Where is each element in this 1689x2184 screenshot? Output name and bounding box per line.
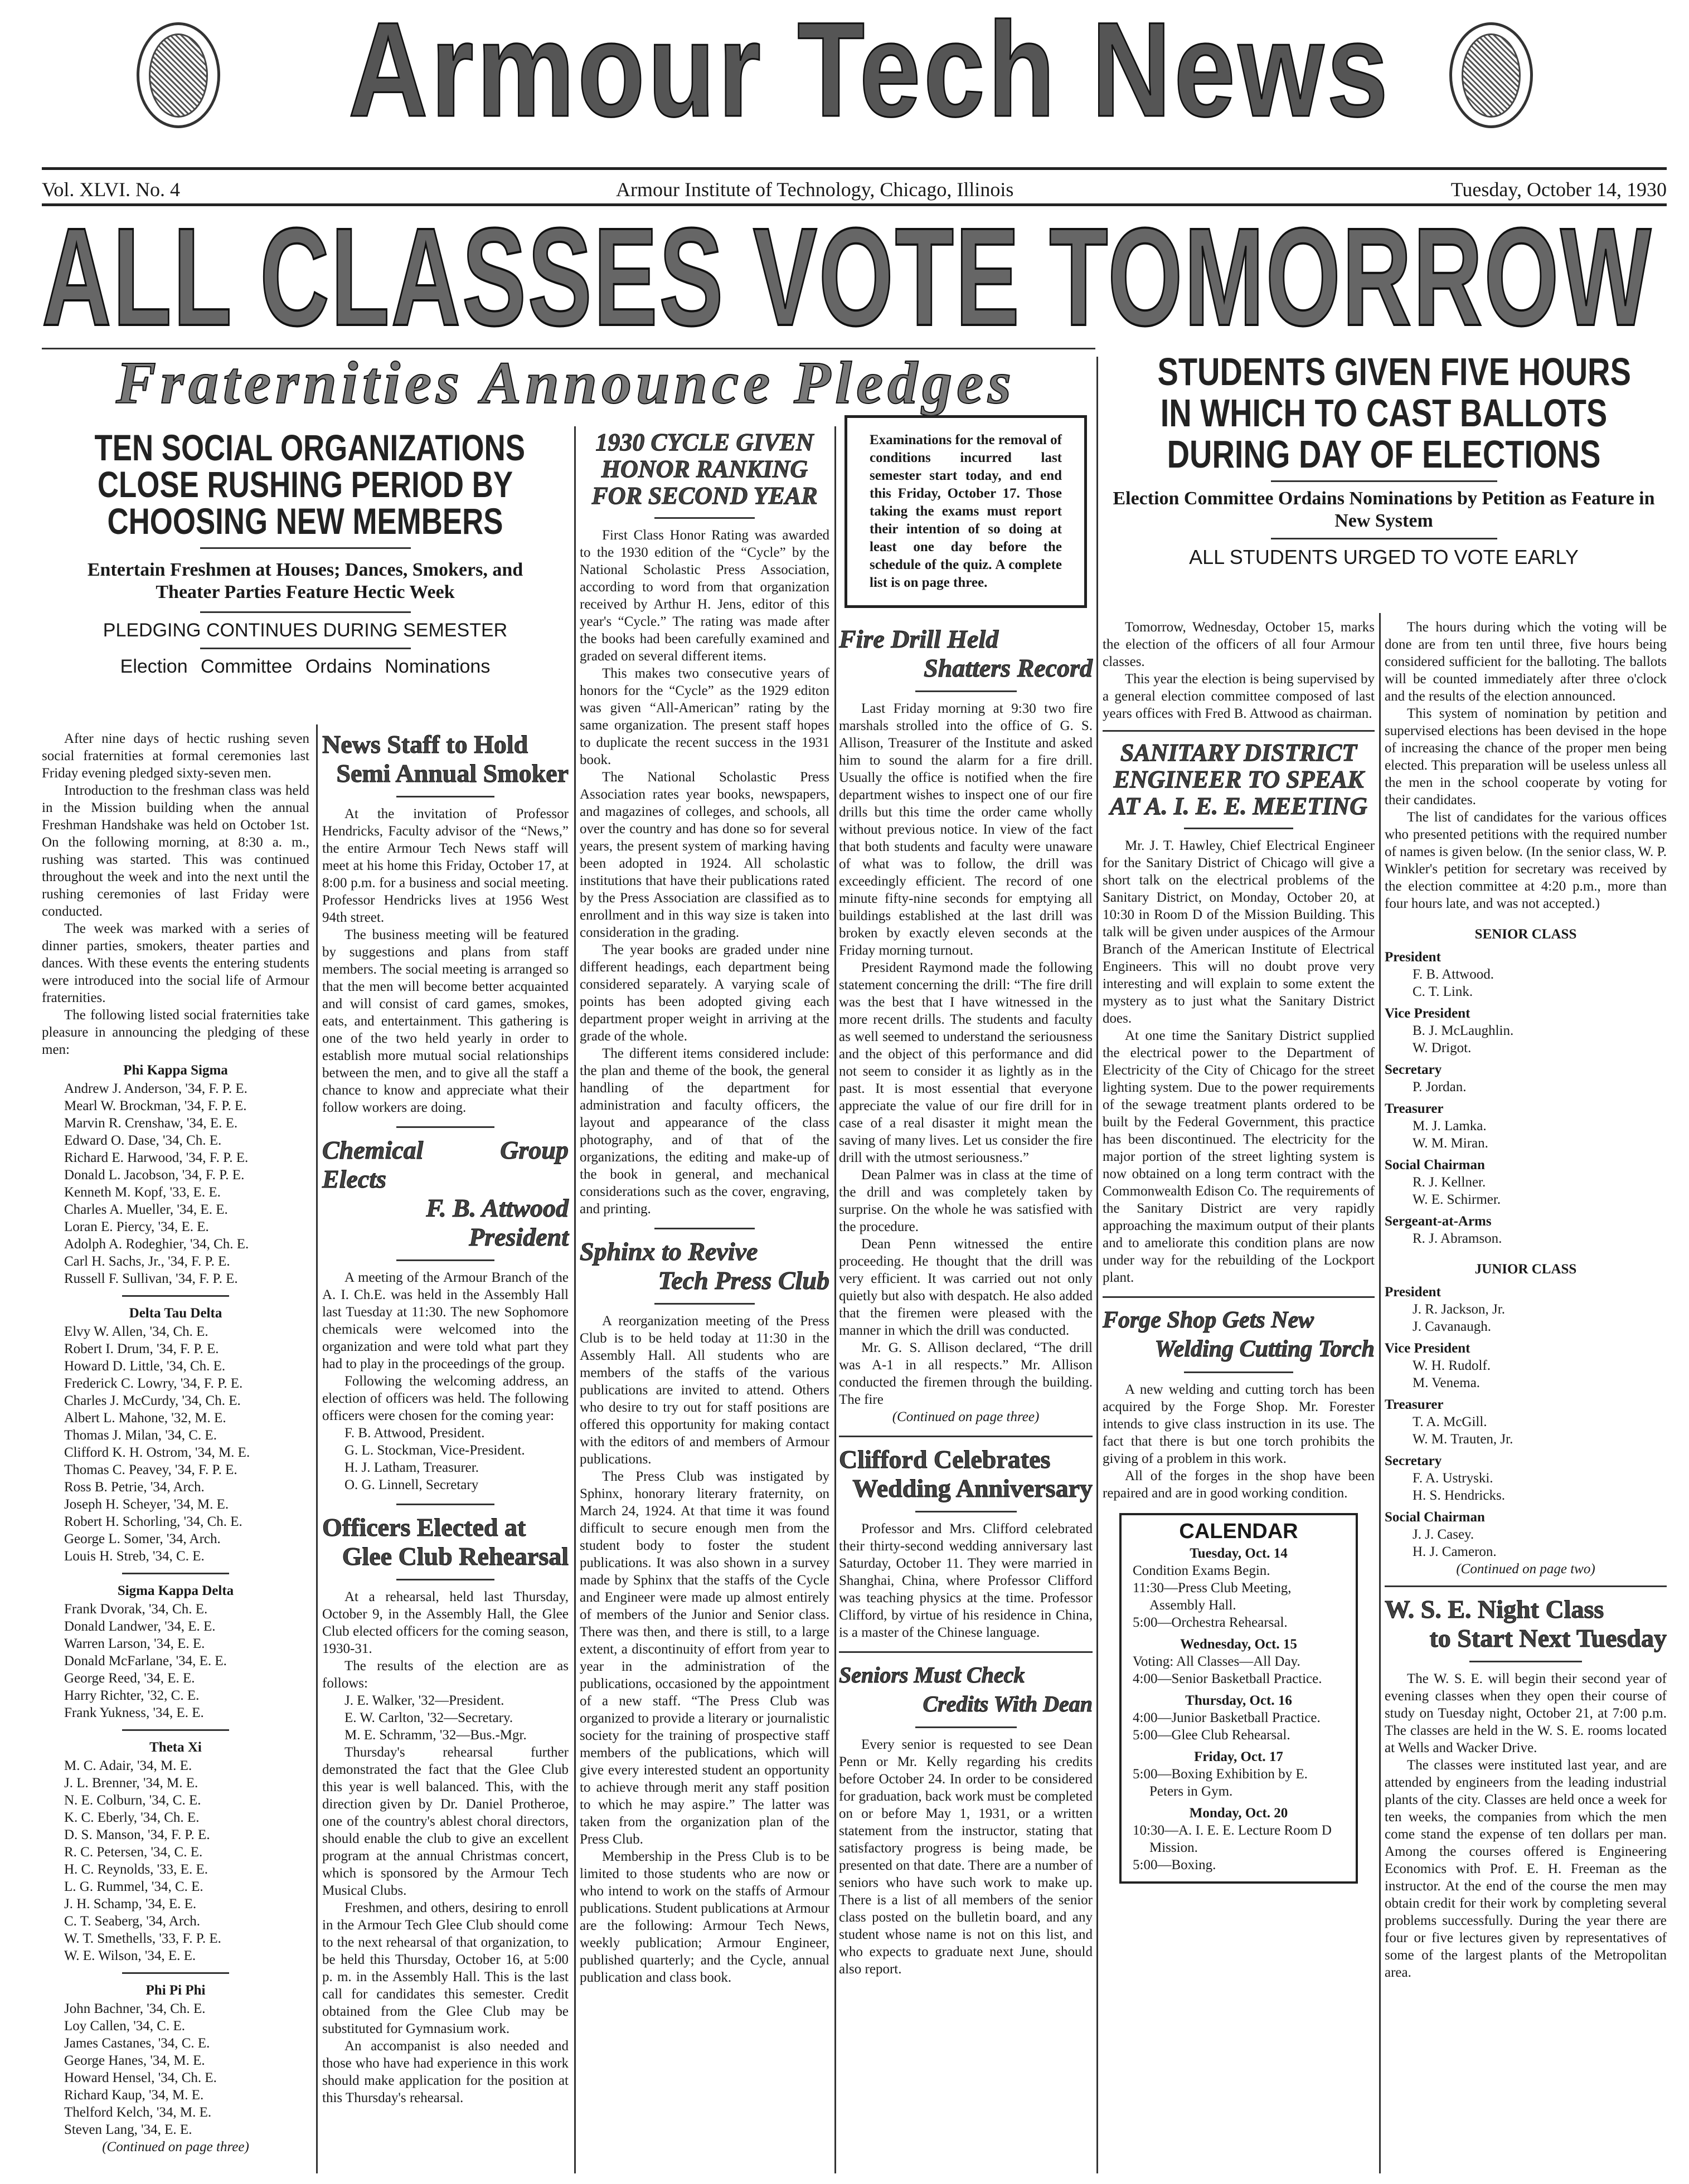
paragraph: Every senior is requested to see Dean Penn or Mr. Kelly regarding his credits before October 24. In order to be considered for graduation, back work must be completed on or before May 1, 1931, or a written statement from the instructor, stating that satisfactory progress is being made, be presented on that date. There are a number of seniors who have such work to make up. There is a list of all members of the senior class posted on the bulletin board, and any student whose name is not on this list, and who expects to graduate next June, should also report. [839,1737,1093,1977]
pledge-entry: Joseph H. Scheyer, '34, M. E. [64,1497,229,1512]
divider [122,1573,229,1574]
office-name: President [1385,1285,1441,1300]
headline-line: F. B. Attwood President [426,1194,569,1251]
column-divider [1379,613,1381,2173]
paragraph: The different items considered include: the plan and theme of the book, the general handling of the department for administration and faculty officers, the layout and appearance of the class photography, and of that of the organizations, the editing and make-up of the book in general, and mechanical considerations such as the cover, engraving, and printing. [580,1046,829,1217]
fraternity-name: Phi Kappa Sigma [123,1063,228,1078]
paragraph: Last Friday morning at 9:30 two fire marshals strolled into the office of G. S. Allison, Treasurer of the Institute and asked him to sound the alarm for a fire drill. Usually the office is notified when the fire department wishes to inspect one of our fire drills but this time the order came wholly without previous notice. In view of the fact that both students and faculty were unaware of what was to follow, the drill was exceedingly efficient. The record of one minute fifty-nine seconds for emptying all buildings established at the last drill was broken by exactly eleven seconds at the Friday morning turnout. [839,701,1093,958]
candidate-name: M. Venema. [1413,1375,1481,1390]
candidate-name: J. Cavanaugh. [1413,1319,1491,1334]
article-headline [322,730,569,788]
office-name: Secretary [1385,1062,1442,1077]
divider [42,167,1667,170]
pledge-entry: Howard D. Little, '34, Ch. E. [64,1359,226,1374]
pledge-entry: Ross B. Petrie, '34, Arch. [64,1480,205,1495]
fraternity-name: Sigma Kappa Delta [117,1583,234,1598]
headline-line: TEN SOCIAL ORGANIZATIONS [94,427,525,468]
candidate-name: W. Drigot. [1413,1040,1472,1055]
pledge-entry: Richard E. Harwood, '34, F. P. E. [64,1150,249,1165]
pledge-entry: George Reed, '34, E. E. [64,1671,195,1686]
paragraph: Following the welcoming address, an election of officers was held. The following officers were chosen for the coming year: [322,1374,569,1423]
pledge-entry: J. H. Schamp, '34, E. E. [64,1896,197,1911]
article-sanitary-district [1103,740,1375,1286]
article-clifford [839,1445,1093,1641]
paragraph: An accompanist is also needed and those who have had experience in this work should make application for the position at this Thursday's rehearsal. [322,2039,569,2105]
column-5 [1103,619,1375,1895]
candidate-name: P. Jordan. [1413,1079,1467,1095]
pledge-entry: Howard Hensel, '34, Ch. E. [64,2070,217,2085]
election-headline [1101,351,1667,475]
pledge-entry: Edward O. Dase, '34, Ch. E. [64,1133,222,1148]
officer-entry: F. B. Attwood, President. [344,1426,485,1441]
headline-line: DURING DAY OF ELECTIONS [1167,432,1601,476]
paragraph: At a rehearsal, held last Thursday, October 9, in the Assembly Hall, the Glee Club elected officers for the coming season, 1930-31. [322,1589,569,1656]
paragraph: The results of the election are as follows: [322,1658,569,1691]
pledges-subhead-2: PLEDGING CONTINUES DURING SEMESTER [103,620,508,641]
pledge-entry: Thelford Kelch, '34, M. E. [64,2105,212,2120]
paragraph: The W. S. E. will begin their second year of evening classes when they open their course of study on Tuesday night, October 21, at 7:00 p.m. The classes are held in the W. S. E. rooms located at Wells and Wacker Drive. [1385,1671,1667,1755]
pledge-entry: Donald L. Jacobson, '34, F. P. E. [64,1168,245,1183]
officer-entry: J. E. Walker, '32—President. [344,1693,504,1708]
calendar-day: Tuesday, Oct. 14 [1190,1546,1288,1561]
office-name: Social Chairman [1385,1157,1485,1173]
headline-line: Glee Club Rehearsal [342,1542,569,1570]
paragraph: This makes two consecutive years of honors for the “Cycle” as the 1929 editon was given “All-American” rating by the same organization. The present staff hopes to duplicate the recent success in the 1931 book. [580,666,829,767]
pledge-entry: Steven Lang, '34, E. E. [64,2122,192,2137]
fraternity-name: Theta Xi [149,1740,202,1755]
calendar-day: Monday, Oct. 20 [1189,1806,1288,1821]
paragraph: This system of nomination by petition and supervised elections has been devised in the hope of increasing the chance of the proper men being elected. This preparation will be useless unless all the men in the school cooperate by voting for their candidates. [1385,706,1667,808]
office-name: Treasurer [1385,1101,1444,1116]
article-seniors [839,1661,1093,1978]
candidate-name: W. H. Rudolf. [1413,1358,1491,1373]
article-headline [322,1136,569,1252]
headline-line: Clifford Celebrates [839,1445,1051,1473]
headline-line: STUDENTS GIVEN FIVE HOURS [1157,350,1631,393]
paragraph: Freshmen, and others, desiring to enroll in the Armour Tech Glee Club should come to the next rehearsal of that organization, to be held this Thursday, October 16, at 5:00 p. m. in the Assembly Hall. This is the last call for candidates this semester. Credit obtained from the Glee Club may be substituted for Gymnasium work. [322,1900,569,2036]
article-glee-club [322,1513,569,2107]
calendar-event: 4:00—Senior Basketball Practice. [1133,1671,1322,1686]
headline-line: 1930 CYCLE GIVEN [595,429,814,456]
candidate-name: H. S. Hendricks. [1413,1488,1505,1503]
headline-line: Officers Elected at [322,1513,526,1541]
headline-line: Tech Press Club [658,1266,829,1295]
headline-line: SANITARY DISTRICT [1120,739,1357,766]
headline-line: Semi Annual Smoker [336,759,569,787]
headline-line: Fire Drill Held [839,625,999,653]
continued-note: (Continued on page three) [892,1409,1040,1424]
headline-line: HONOR RANKING [601,455,808,483]
pledge-entry: Thomas C. Peavey, '34, F. P. E. [64,1462,237,1477]
candidate-name: B. J. McLaughlin. [1413,1023,1514,1038]
pledge-entry: Frank Yukness, '34, E. E. [64,1705,204,1720]
banner-headline: ALL CLASSES VOTE TOMORROW [42,199,1653,354]
article-forge-shop [1103,1306,1375,1502]
pledge-entry: Marvin R. Crenshaw, '34, E. E. [64,1116,238,1131]
headline-line: Seniors Must Check [839,1662,1025,1687]
office-name: President [1385,950,1441,965]
article-fire-drill [839,625,1093,1426]
officer-entry: O. G. Linnell, Secretary [344,1477,479,1492]
pledges-header [42,429,569,678]
pledge-entry: Albert L. Mahone, '32, M. E. [64,1410,226,1426]
paragraph: The business meeting will be featured by suggestions and plans from staff members. The social meeting is arranged so that the men will become better acquainted and will consist of card games, smokes, eats, and entertainment. This gathering is one of the two held yearly in order to establish more mutual social relationships between the men, and to give all the staff a chance to know and appreciate what their follow workers are doing. [322,927,569,1115]
headline-line: Sphinx to Revive [580,1237,758,1266]
column-divider [316,724,318,2173]
fraternity-name: Phi Pi Phi [145,1983,206,1998]
paragraph: President Raymond made the following statement concerning the drill: “The fire drill was the best that I have witnessed in the more recent drills. The students and faculty as well seemed to understand the seriousness and the object of this performance and did not seem to consider it as lightly as in the past. It is most essential that everyone appreciate the value of our fire drill for in case of a real disaster it might mean the saving of many lives. Let us consider the fire drill with the utmost seriousness.” [839,960,1093,1165]
headline-line: Chemical Group Elects [322,1136,569,1193]
paragraph: The hours during which the voting will be done are from ten until three, five hours being considered sufficient for the balloting. The ballots will be counted immediately after three o'clock and the results of the election announced. [1385,620,1667,704]
pledges-headline [42,427,569,542]
calendar-day: Thursday, Oct. 16 [1185,1693,1292,1708]
column-2 [322,730,569,2117]
issue-date: Tuesday, October 14, 1930 [1450,178,1667,201]
pledge-entry: Clifford K. H. Ostrom, '34, M. E. [64,1445,250,1460]
continued-note: (Continued on page three) [102,2139,249,2154]
calendar-event: 5:00—Glee Club Rehearsal. [1133,1728,1290,1743]
office-name: Treasurer [1385,1397,1444,1412]
paragraph: At one time the Sanitary District supplied the electrical power to the Department of Electricity of the City of Chicago for the street lighting system. Due to the power requirements of the sewage treatment plants ordered to be built by the Federal Government, this practice has been discontinued. The electricity for the major portion of the street lighting system is now obtained on a long term contract with the Commonwealth Edison Co. The requirements of the Sanitary District are very rapidly approaching the maximum output of their plants and to ameliorate this condition plans are now under way for the rebuilding of the Lockport plant. [1103,1028,1375,1285]
pledge-entry: L. G. Rummel, '34, C. E. [64,1879,203,1894]
calendar-title: CALENDAR [1179,1520,1298,1543]
paragraph: A reorganization meeting of the Press Club is to be held today at 11:30 in the Assembly Hall. All students who are members of the staffs of the various publications are invited to attend. Others who desire to try out for staff positions are offered this opportunity for making contact with the editors of and members of Armour publications. [580,1314,829,1467]
article-headline [580,1237,829,1295]
pledge-entry: Thomas J. Milan, '34, C. E. [64,1428,217,1443]
paragraph: Professor and Mrs. Clifford celebrated their thirty-second wedding anniversary last Saturday, October 11. They were married in Shanghai, China, where Professor Clifford was teaching physics at the time. Professor Clifford, by virtue of his residence in China, is a master of the Chinese language. [839,1521,1093,1640]
pledge-entry: Donald Landwer, '34, E. E. [64,1619,216,1634]
paragraph: Tomorrow, Wednesday, October 15, marks the election of the officers of all four Armour classes. [1103,620,1375,669]
headline-line: Wedding Anniversary [852,1474,1093,1502]
headline-line: News Staff to Hold [322,730,528,758]
pledge-entry: D. S. Manson, '34, F. P. E. [64,1827,210,1842]
article-cycle [580,429,829,1218]
pledge-entry: Charles J. McCurdy, '34, Ch. E. [64,1393,241,1408]
calendar-event: 4:00—Junior Basketball Practice. [1133,1710,1321,1725]
pledge-entry: Robert I. Drum, '34, F. P. E. [64,1341,219,1356]
candidate-name: R. J. Kellner. [1413,1175,1486,1190]
pledge-entry: C. T. Seaberg, '34, Arch. [64,1914,201,1929]
paragraph: The year books are graded under nine different headings, each department being considered separately. A varying scale of points has been adopted giving each department proper weight in arriving at the grade of the whole. [580,942,829,1044]
article-headline [1103,1306,1375,1364]
calendar-event: 5:00—Boxing Exhibition by E. Peters in Gym. [1133,1767,1308,1799]
pledge-entry: N. E. Colburn, '34, C. E. [64,1793,201,1808]
column-divider [834,426,836,2173]
pledge-entry: K. C. Eberly, '34, Ch. E. [64,1810,200,1825]
headline-line: AT A. I. E. E. MEETING [1110,792,1367,820]
candidate-name: W. M. Miran. [1413,1136,1488,1151]
headline-line: Welding Cutting Torch [1154,1336,1375,1362]
candidate-name: W. M. Trauten, Jr. [1413,1432,1513,1447]
column-4 [839,415,1093,1988]
election-subhead: Election Committee Ordains Nominations by Petition as Feature in New System [1113,488,1655,531]
headline-line: FOR SECOND YEAR [591,482,818,509]
column-divider [1096,357,1098,2173]
column-3 [580,429,829,1996]
pledges-subhead-3: Election Committee Ordains Nominations [120,656,491,677]
pledge-entry: Warren Larson, '34, E. E. [64,1636,205,1651]
headline-line: to Start Next Tuesday [1429,1624,1667,1652]
pledge-entry: Frank Dvorak, '34, Ch. E. [64,1602,208,1617]
calendar-box [1119,1513,1358,1884]
headline-line: CHOOSING NEW MEMBERS [107,500,503,542]
pledge-entry: George L. Somer, '34, Arch. [64,1531,221,1546]
office-name: Secretary [1385,1453,1442,1468]
pledge-entry: Loy Callen, '34, C. E. [64,2018,185,2034]
pledge-entry: W. T. Smethells, '33, F. P. E. [64,1931,221,1946]
candidate-name: T. A. McGill. [1413,1414,1487,1429]
divider [122,1295,229,1297]
paragraph: After nine days of hectic rushing seven social fraternities at formal ceremonies last Friday evening pledged sixty-seven men. [42,731,309,781]
pledge-entry: Andrew J. Anderson, '34, F. P. E. [64,1081,247,1096]
paragraph: Mr. J. T. Hawley, Chief Electrical Engineer for the Sanitary District of Chicago will give a short talk on the electrical problems of the Sanitary District, on Monday, October 20, at 10:30 in Room D of the Mission Building. This talk will be given under auspices of the Armour Branch of the American Institute of Electrical Engineers. This will no doubt prove very interesting and will explain to some extent the mystery as to just what the Sanitary District does. [1103,838,1375,1026]
paragraph: A meeting of the Armour Branch of the A. I. Ch.E. was held in the Assembly Hall last Tuesday at 11:30. The new Sophomore chemicals were welcomed into the organization and were told what part they had to play in the proceedings of the group. [322,1270,569,1371]
volume-number: Vol. XLVI. No. 4 [42,178,181,201]
calendar-event: 5:00—Orchestra Rehearsal. [1133,1615,1288,1630]
paragraph: Thursday's rehearsal further demonstrated the fact that the Glee Club this year is well balanced. This, with the direction given by Dr. Daniel Protheroe, one of the country's ablest choral directors, should enable the club to give an excellent program at the annual Christmas concert, which is sponsored by the Armour Tech Musical Clubs. [322,1745,569,1898]
officer-entry: H. J. Latham, Treasurer. [344,1460,479,1475]
article-news-staff [322,730,569,1116]
pledge-entry: W. E. Wilson, '34, E. E. [64,1948,196,1963]
column-1 [42,730,309,2156]
pledge-entry: Louis H. Streb, '34, C. E. [64,1549,205,1564]
institute-seal-left [137,22,220,128]
headline-line: W. S. E. Night Class [1385,1595,1604,1623]
paragraph: The list of candidates for the various offices who presented petitions with the required number of names is given below. (In the senior class, W. P. Winkler's petition for secretary was received by the election committee at 4:20 p.m., more than four hours late, and was not accepted.) [1385,810,1667,911]
headline-line: Credits With Dean [923,1691,1093,1716]
calendar-event: 5:00—Boxing. [1133,1857,1216,1872]
column-6 [1385,619,1667,1991]
fraternity-banner: Fraternities Announce Pledges [115,350,1016,416]
article-headline [839,625,1093,683]
pledge-entry: R. C. Petersen, '34, C. E. [64,1845,203,1860]
pledge-entry: J. L. Brenner, '34, M. E. [64,1776,198,1791]
pledge-entry: George Hanes, '34, M. E. [64,2053,205,2068]
article-sphinx [580,1237,829,1986]
paragraph: Dean Penn witnessed the entire proceeding. He thought that the drill was very efficient. It was carried out not only quietly but also with despatch. He also added that the firemen were pleased with the manner in which the drill was conducted. [839,1237,1093,1338]
paragraph: The following listed social fraternities take pleasure in announcing the pledging of these men: [42,1008,309,1057]
paragraph: All of the forges in the shop have been repaired and are in good working condition. [1103,1468,1375,1501]
headline-line: Forge Shop Gets New [1103,1307,1314,1333]
office-name: Vice President [1385,1341,1470,1356]
office-name: Vice President [1385,1006,1470,1021]
headline-line: Shatters Record [924,654,1093,682]
article-headline [1103,740,1375,820]
newspaper-title: Armour Tech News [348,0,1391,145]
article-chemical-group [322,1136,569,1494]
election-header [1101,351,1667,570]
paragraph: Introduction to the freshman class was held in the Mission building when the annual Freshman Handshake was held on October 1st. On the following morning, at 8:30 a. m., rushing was started. This was continued throughout the week and into the next until the rushing ceremonies of last Friday were conducted. [42,783,309,919]
paragraph: Mr. G. S. Allison declared, “The drill was A-1 in all respects.” Mr. Allison conducted the firemen through the building. The fire [839,1340,1093,1407]
pledge-entry: James Castanes, '34, C. E. [64,2036,210,2051]
institution-name: Armour Institute of Technology, Chicago, Illinois [616,178,1014,201]
pledge-entry: Robert H. Schorling, '34, Ch. E. [64,1514,242,1529]
headline-line: IN WHICH TO CAST BALLOTS [1160,391,1608,435]
paragraph: Dean Palmer was in class at the time of the drill and was completely taken by surprise. On the whole he was satisfied with the procedure. [839,1168,1093,1234]
candidate-name: J. R. Jackson, Jr. [1413,1302,1505,1317]
pledge-entry: Elvy W. Allen, '34, Ch. E. [64,1324,208,1339]
pledge-entry: Loran E. Piercy, '34, E. E. [64,1219,209,1234]
article-headline [580,429,829,509]
officer-entry: E. W. Carlton, '32—Secretary. [344,1710,513,1725]
calendar-day: Friday, Oct. 17 [1194,1749,1283,1764]
candidate-name: M. J. Lamka. [1413,1118,1487,1134]
paragraph: The National Scholastic Press Association rates year books, newspapers, and magazines of colleges, and schools, all over the country and has done so for several years, the present system of marking having been adopted in 1924. All scholastic institutions that have their publications rated by the Press Association are classified as to enrollment and in this way size is taken into consideration in the grading. [580,770,829,940]
paragraph: The classes were instituted last year, and are attended by engineers from the leading industrial plants of the city. Classes are held once a week for ten weeks, the companies from which the men come stand the expense of ten dollars per man. Among the courses offered is Engineering Economics with Prof. E. H. Freeman as the instructor. At the end of the course the men may obtain credit for their work by completing several problems successfully. During the year there are four or five lectures given by representatives of some of the largest plants of the Metropolitan area. [1385,1758,1667,1980]
headline-line: CLOSE RUSHING PERIOD BY [97,464,513,505]
pledge-entry: Kenneth M. Kopf, '33, E. E. [64,1185,221,1200]
fraternity-name: Delta Tau Delta [129,1306,222,1321]
pledge-entry: Mearl W. Brockman, '34, F. P. E. [64,1098,247,1113]
pledge-entry: Charles A. Mueller, '34, E. E. [64,1202,228,1217]
pledge-entry: H. C. Reynolds, '33, E. E. [64,1862,208,1877]
election-subhead-2: ALL STUDENTS URGED TO VOTE EARLY [1189,546,1579,568]
continued-note: (Continued on page two) [1456,1562,1595,1577]
candidate-name: C. T. Link. [1413,984,1473,999]
pledge-entry: M. C. Adair, '34, M. E. [64,1758,192,1773]
headline-line: ENGINEER TO SPEAK [1113,766,1364,793]
paragraph: Membership in the Press Club is to be limited to those students who are now or who intend to work on the staffs of Armour publications. Student publications at Armour are the following: Armour Tech News, weekly publication; Armour Engineer, published quarterly; and the Cycle, annual publication and class book. [580,1849,829,1985]
calendar-event: Voting: All Classes—All Day. [1133,1654,1300,1669]
article-wse-night-class [1385,1595,1667,1981]
calendar-event: 10:30—A. I. E. E. Lecture Room D Mission. [1133,1823,1332,1855]
paragraph: First Class Honor Rating was awarded to the 1930 edition of the “Cycle” by the National Scholastic Press Association, according to word from that organization received by Arthur H. Jens, editor of this year's “Cycle.” The rating was made after the books had been carefully examined and graded on several different items. [580,528,829,664]
candidate-name: F. B. Attwood. [1413,967,1494,982]
article-headline [839,1661,1093,1719]
pledge-entry: Adolph A. Rodeghier, '34, Ch. E. [64,1237,249,1252]
calendar-day: Wednesday, Oct. 15 [1180,1637,1297,1652]
pledge-entry: Donald McFarlane, '34, E. E. [64,1653,227,1669]
candidate-name: R. J. Abramson. [1413,1231,1502,1246]
paragraph: At the invitation of Professor Hendricks, Faculty advisor of the “News,” the entire Armour Tech News staff will meet at his home this Friday, October 17, at 8:00 p.m. for a business and social meeting. Professor Hendricks lives at 1956 West 94th street. [322,806,569,925]
paragraph: The week was marked with a series of dinner parties, smokers, theater parties and dances. With these events the entering students were introduced into the social life of Armour fraternities. [42,921,309,1005]
candidate-name: H. J. Cameron. [1413,1544,1497,1559]
candidate-name: J. J. Casey. [1413,1527,1474,1542]
office-name: Social Chairman [1385,1510,1485,1525]
divider [122,1729,229,1731]
pledge-entry: Frederick C. Lowry, '34, F. P. E. [64,1376,243,1391]
divider [122,1972,229,1974]
pledge-entry: Richard Kaup, '34, M. E. [64,2088,204,2103]
pledge-entry: Russell F. Sullivan, '34, F. P. E. [64,1271,238,1286]
paragraph: A new welding and cutting torch has been acquired by the Forge Shop. Mr. Forester intends to give class instruction in its use. The fact that there is but one torch prohibits the giving of a problem in this work. [1103,1382,1375,1466]
institute-seal-right [1449,22,1533,128]
pledge-entry: John Bachner, '34, Ch. E. [64,2001,206,2016]
article-headline [839,1445,1093,1503]
article-headline [322,1513,569,1571]
candidate-name: F. A. Ustryski. [1413,1471,1493,1486]
article-headline [1385,1595,1667,1653]
office-name: Sergeant-at-Arms [1385,1214,1492,1229]
calendar-event: 11:30—Press Club Meeting, Assembly Hall. [1133,1580,1292,1613]
paragraph: The Press Club was instigated by Sphinx, honorary literary fraternity, on March 24, 1924. At that time it was found difficult to secure enough men from the student body to foster the student publications. It was also shown in a survey made by Sphinx that the staffs of the Cycle and Engineer were made up almost entirely of members of the Junior and Senior class. There was then, and there is still, to a large extent, a discontinuity of effort from year to year in the administration of the publications, occasioned by the appointment of a new staff. “The Press Club was organized to provide a literary or journalistic society for the training of prospective staff members of the publications, which will give every interested student an opportunity to achieve through merit any staff position to which he may aspire.” The latter was taken from the organization plan of the Press Club. [580,1469,829,1847]
pledge-entry: Carl H. Sachs, Jr., '34, F. P. E. [64,1254,230,1269]
paragraph: This year the election is being supervised by a general election committee composed of last years offices with Fred B. Attwood as chairman. [1103,672,1375,721]
calendar-event: Condition Exams Begin. [1133,1563,1270,1578]
candidate-name: W. E. Schirmer. [1413,1192,1501,1207]
dateline [42,177,1667,202]
class-heading: SENIOR CLASS [1474,927,1577,942]
column-divider [574,426,576,2173]
officer-entry: G. L. Stockman, Vice-President. [344,1443,525,1458]
class-heading: JUNIOR CLASS [1474,1262,1577,1277]
officer-entry: M. E. Schramm, '32—Bus.-Mgr. [344,1728,527,1743]
pledge-entry: Harry Richter, '32, C. E. [64,1688,200,1703]
exam-notice-box: Examinations for the removal of conditions incurred last semester start today, and end this Friday, October 17. Those taking the exams must report their intention of so doing at least one day before the schedule of the quiz. A complete list is on page three. [845,415,1087,608]
pledges-subhead: Entertain Freshmen at Houses; Dances, Smokers, and Theater Parties Feature Hectic Week [87,560,523,602]
